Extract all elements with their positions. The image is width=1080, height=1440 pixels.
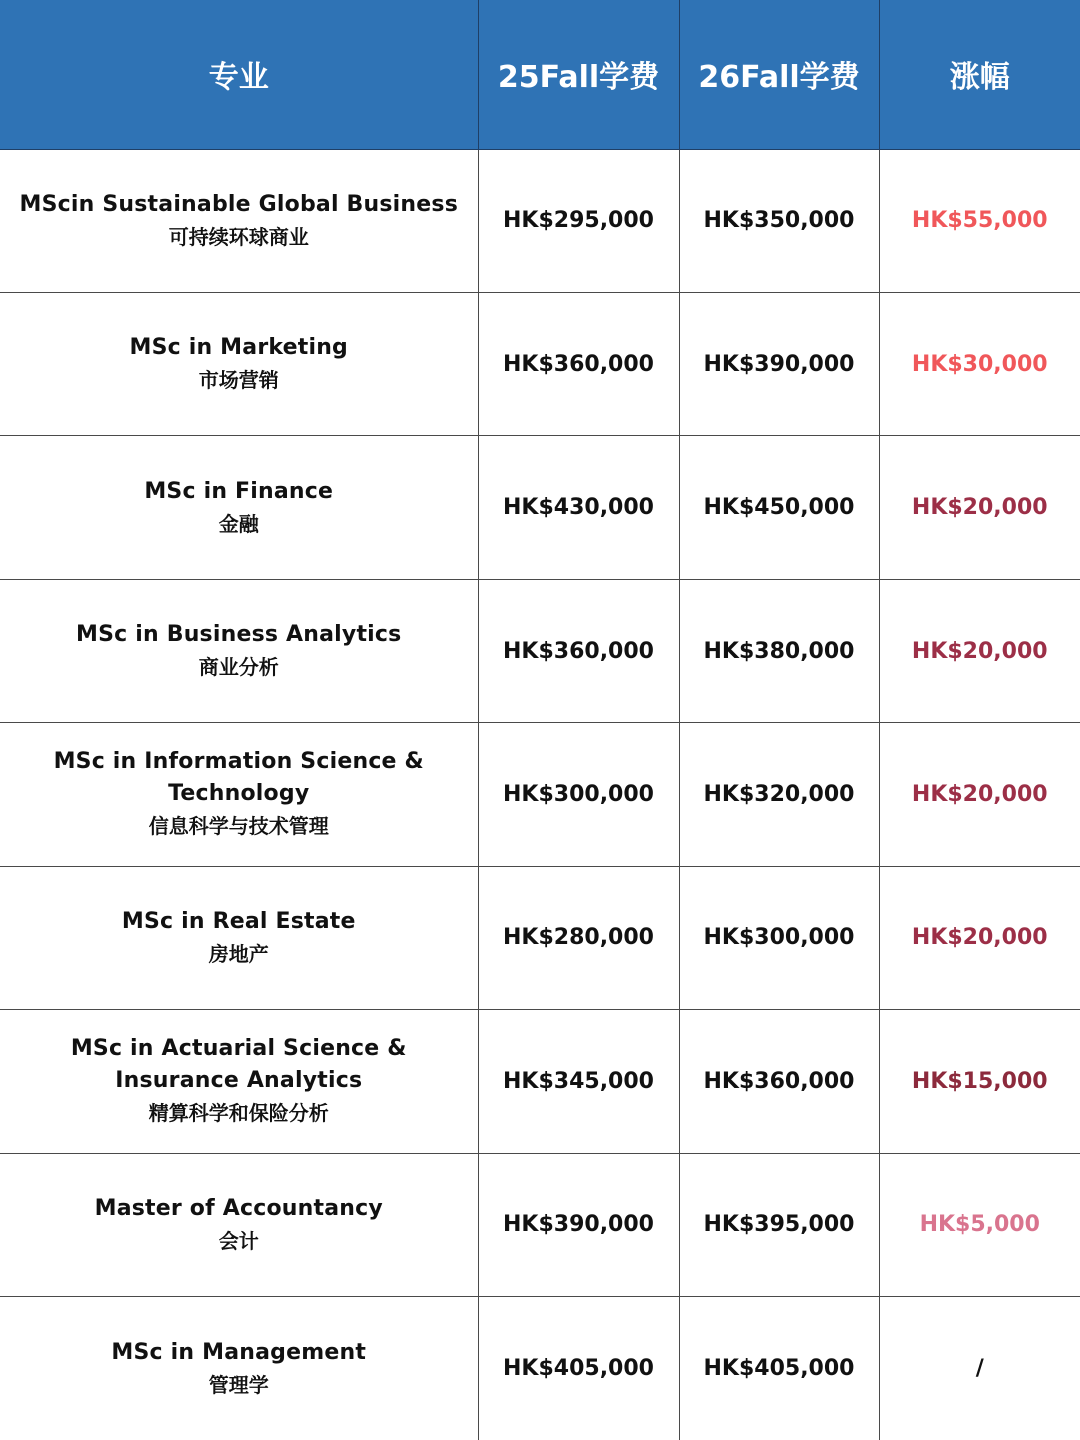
major-name-en: MSc in Information Science & Technology — [53, 749, 424, 807]
table-row — [0, 866, 1080, 1009]
major-name-en: Master of Accountancy — [94, 1195, 383, 1221]
major-cell — [0, 149, 478, 292]
table-row — [0, 723, 1080, 866]
increase-cell: HK$20,000 — [879, 579, 1080, 722]
fee-26fall-cell: HK$380,000 — [679, 579, 879, 722]
major-cell — [0, 866, 478, 1009]
major-cell — [0, 292, 478, 435]
major-name-cn: 金融 — [218, 511, 259, 536]
major-name-en: MSc in Real Estate — [121, 908, 356, 934]
increase-cell: HK$5,000 — [879, 1153, 1080, 1296]
major-cell — [0, 1297, 478, 1440]
header-increase: 涨幅 — [879, 0, 1080, 149]
major-name-cn: 会计 — [218, 1228, 259, 1253]
fee-26fall-cell: HK$395,000 — [679, 1153, 879, 1296]
major-name-en: MSc in Finance — [144, 478, 334, 504]
table-header — [0, 0, 1080, 149]
major-name-cn: 信息科学与技术管理 — [148, 814, 329, 839]
fee-26fall-cell: HK$390,000 — [679, 292, 879, 435]
fee-25fall-cell: HK$360,000 — [478, 579, 679, 722]
increase-cell: HK$15,000 — [879, 1010, 1080, 1153]
major-name-cn: 管理学 — [208, 1372, 269, 1397]
fee-25fall-cell: HK$360,000 — [478, 292, 679, 435]
table-row — [0, 1153, 1080, 1296]
major-cell — [0, 436, 478, 579]
fee-25fall-cell: HK$430,000 — [478, 436, 679, 579]
fee-26fall-cell: HK$360,000 — [679, 1010, 879, 1153]
fee-26fall-cell: HK$350,000 — [679, 149, 879, 292]
fee-25fall-cell: HK$390,000 — [478, 1153, 679, 1296]
fee-26fall-cell: HK$405,000 — [679, 1297, 879, 1440]
table-row — [0, 1297, 1080, 1440]
major-cell — [0, 1153, 478, 1296]
major-name-cn: 精算科学和保险分析 — [148, 1101, 329, 1126]
fee-25fall-cell: HK$295,000 — [478, 149, 679, 292]
header-major: 专业 — [0, 0, 478, 149]
major-name-en: MScin Sustainable Global Business — [19, 191, 458, 217]
major-name-en: MSc in Management — [111, 1339, 367, 1365]
increase-cell: HK$20,000 — [879, 436, 1080, 579]
fee-26fall-cell: HK$320,000 — [679, 723, 879, 866]
major-cell — [0, 1010, 478, 1153]
increase-cell: / — [879, 1297, 1080, 1440]
major-name-cn: 房地产 — [208, 941, 269, 966]
table-row — [0, 579, 1080, 722]
increase-cell: HK$20,000 — [879, 723, 1080, 866]
fee-25fall-cell: HK$345,000 — [478, 1010, 679, 1153]
table-row — [0, 149, 1080, 292]
table-body — [0, 149, 1080, 1440]
header-fee-26fall: 26Fall学费 — [679, 0, 879, 149]
major-cell — [0, 579, 478, 722]
major-name-en: MSc in Marketing — [129, 335, 349, 361]
increase-cell: HK$55,000 — [879, 149, 1080, 292]
major-name-cn: 商业分析 — [198, 655, 279, 680]
major-name-cn: 市场营销 — [198, 368, 279, 393]
table-row — [0, 1010, 1080, 1153]
table-row — [0, 292, 1080, 435]
increase-cell: HK$30,000 — [879, 292, 1080, 435]
fee-25fall-cell: HK$280,000 — [478, 866, 679, 1009]
increase-cell: HK$20,000 — [879, 866, 1080, 1009]
header-row — [0, 0, 1080, 149]
table-row — [0, 436, 1080, 579]
header-fee-25fall: 25Fall学费 — [478, 0, 679, 149]
major-cell — [0, 723, 478, 866]
major-name-en: MSc in Actuarial Science & Insurance Analytics — [70, 1036, 407, 1094]
fee-25fall-cell: HK$405,000 — [478, 1297, 679, 1440]
major-name-en: MSc in Business Analytics — [76, 622, 402, 648]
fee-25fall-cell: HK$300,000 — [478, 723, 679, 866]
fee-26fall-cell: HK$450,000 — [679, 436, 879, 579]
fee-26fall-cell: HK$300,000 — [679, 866, 879, 1009]
major-name-cn: 可持续环球商业 — [168, 224, 309, 249]
